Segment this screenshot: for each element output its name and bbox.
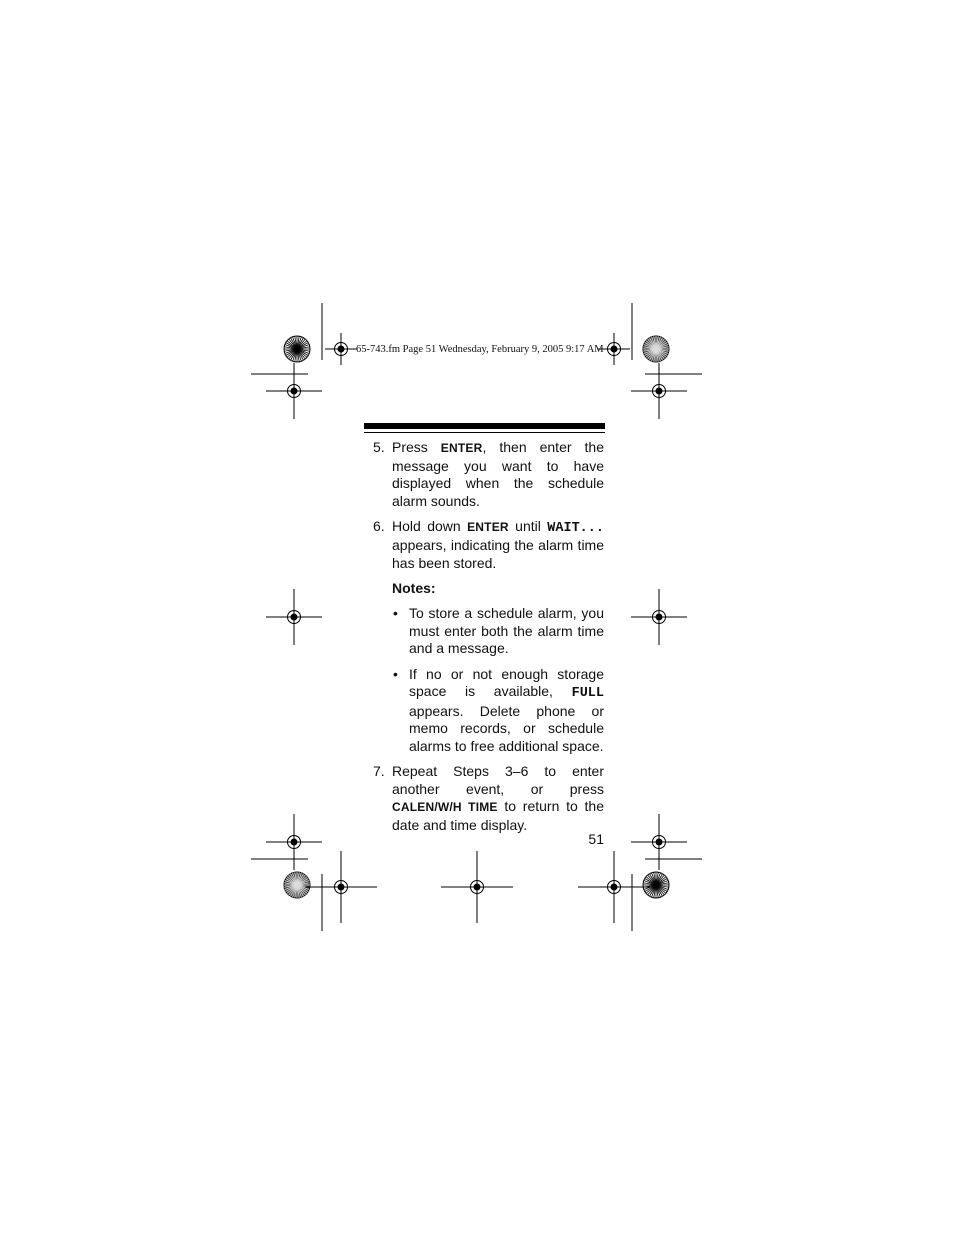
note-item: • If no or not enough storage space is available, FULL appears. Delete phone or memo records, or schedule alarms to free additional space. [393,665,604,754]
crosshair-dot [656,839,663,846]
enter-key-label: ENTER [467,519,509,534]
instructions-body [364,439,604,842]
notes-heading: Notes: [392,579,436,596]
crosshair-dot [474,884,481,891]
crosshair-dot [291,614,298,621]
crosshair-dot [338,346,345,353]
section-rule-thin [364,432,605,433]
section-rule-thick [364,423,605,429]
step-6: 6. Hold down ENTER until WAIT... appears, indicating the alarm time has been stored. [373,517,604,571]
step-number: 5. [373,439,385,455]
bullet-icon: • [393,665,398,682]
display-text-wait: WAIT... [547,520,604,536]
step-7: 7. Repeat Steps 3–6 to enter another event, or press CALEN/W/H TIME to return to the date and time display. [373,763,604,833]
bullet-icon: • [393,605,398,621]
enter-key-label: ENTER [440,441,483,455]
step-5: 5. Press ENTER, then enter the message you want to have displayed when the schedule alarm sounds. [373,439,604,509]
print-header: 65-743.fm Page 51 Wednesday, February 9, 2005 9:17 AM [356,344,604,355]
crosshair-dot [291,839,298,846]
crosshair-dot [656,614,663,621]
crosshair-dot [291,388,298,395]
page-number: 51 [588,831,604,847]
crosshair-dot [338,884,345,891]
step-number: 6. [373,517,385,534]
crosshair-dot [656,388,663,395]
crosshair-dot [611,346,618,353]
calen-key-label: CALEN/W/H TIME [392,800,498,814]
crosshair-dot [611,884,618,891]
note-item: • To store a schedule alarm, you must enter both the alarm time and a message. [393,605,604,656]
step-number: 7. [373,763,385,779]
display-text-full: FULL [571,686,604,701]
